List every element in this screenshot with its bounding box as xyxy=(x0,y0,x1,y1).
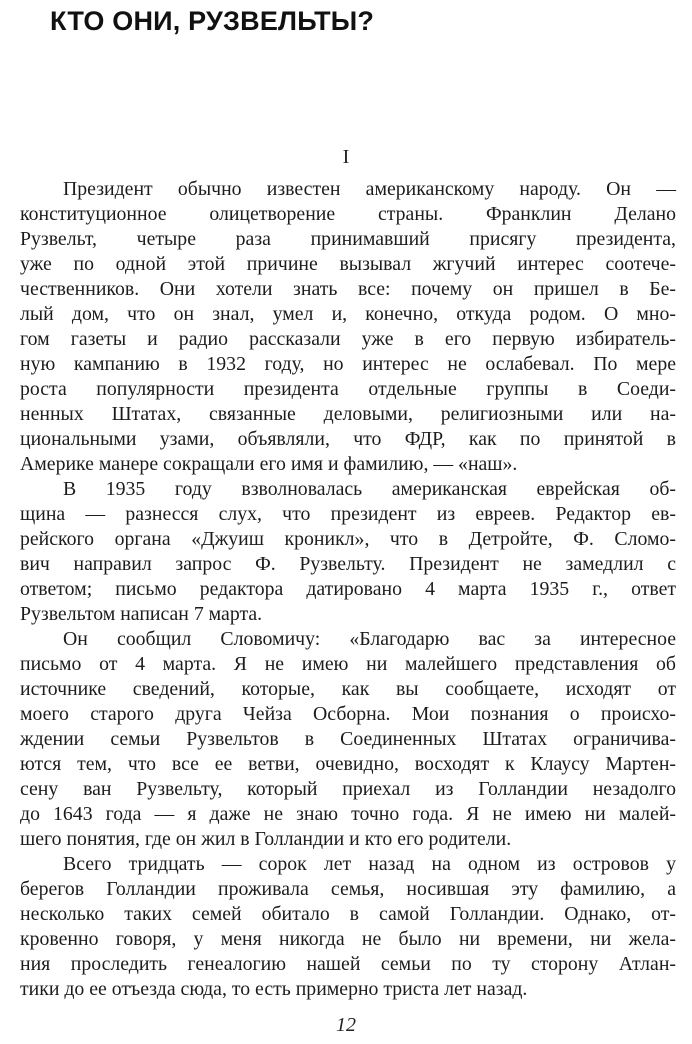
text-line: письмо от 4 марта. Я не имею ни малейшего представления об xyxy=(20,653,676,675)
text-line: источнике сведений, которые, как вы сообщаете, исходят от xyxy=(20,678,676,700)
text-line: ответом; письмо редактора датировано 4 марта 1935 г., ответ xyxy=(20,578,676,600)
text-line: В 1935 году взволновалась американская еврейская об- xyxy=(63,478,676,500)
text-line: ную кампанию в 1932 году, но интерес не ослабевал. По мере xyxy=(20,353,676,375)
text-line: уже по одной этой причине вызывал жгучий интерес соотече- xyxy=(20,253,676,275)
body-text xyxy=(20,177,676,1002)
text-line: Президент обычно известен американскому народу. Он — xyxy=(63,178,676,200)
text-line: несколько таких семей обитало в самой Голландии. Однако, от- xyxy=(20,903,676,925)
text-line: до 1643 года — я даже не знаю точно года. Я не имею ни малей- xyxy=(20,803,676,825)
text-line: ния проследить генеалогию нашей семьи по ту сторону Атлан- xyxy=(20,953,676,975)
text-line: чественников. Они хотели знать все: почему он пришел в Бе- xyxy=(20,278,676,300)
text-line: вич направил запрос Ф. Рузвельту. Президент не замедлил с xyxy=(20,553,676,575)
text-line: Он сообщил Словомичу: «Благодарю вас за интересное xyxy=(63,628,676,650)
text-line: Америке манере сокращали его имя и фамилию, — «наш». xyxy=(20,453,518,475)
text-line: лый дом, что он знал, умел и, конечно, откуда родом. О мно- xyxy=(20,303,676,325)
text-line: ются тем, что все ее ветви, очевидно, восходят к Клаусу Мартен- xyxy=(20,753,676,775)
text-line: шего понятия, где он жил в Голландии и кто его родители. xyxy=(20,828,512,850)
text-line: Рузвельт, четыре раза принимавший присягу президента, xyxy=(20,228,676,250)
text-line: циональными узами, объявляли, что ФДР, как по принятой в xyxy=(20,428,676,450)
text-line: ненных Штатах, связанные деловыми, религиозными или на- xyxy=(20,403,676,425)
text-line: тики до ее отъезда сюда, то есть примерно триста лет назад. xyxy=(20,978,528,1000)
text-line: берегов Голландии проживала семья, носившая эту фамилию, а xyxy=(20,878,676,900)
text-line: Рузвельтом написан 7 марта. xyxy=(20,603,263,625)
section-number: I xyxy=(342,146,350,168)
text-line: рейского органа «Джуиш кроникл», что в Детройте, Ф. Сломо- xyxy=(20,528,676,550)
text-line: сену ван Рузвельту, который приехал из Голландии незадолго xyxy=(20,778,676,800)
chapter-title: КТО ОНИ, РУЗВЕЛЬТЫ? xyxy=(50,6,375,36)
text-line: щина — разнесся слух, что президент из евреев. Редактор ев- xyxy=(20,503,676,525)
page-number: 12 xyxy=(336,1014,356,1036)
text-line: моего старого друга Чейза Осборна. Мои познания о происхо- xyxy=(20,703,676,725)
text-line: ждении семьи Рузвельтов в Соединенных Штатах ограничива- xyxy=(20,728,676,750)
text-line: конституционное олицетворение страны. Франклин Делано xyxy=(20,203,676,225)
text-line: гом газеты и радио рассказали уже в его первую избиратель- xyxy=(20,328,676,350)
text-line: роста популярности президента отдельные группы в Соеди- xyxy=(20,378,676,400)
text-line: Всего тридцать — сорок лет назад на одном из островов у xyxy=(63,853,676,875)
text-line: кровенно говоря, у меня никогда не было ни времени, ни жела- xyxy=(20,928,676,950)
